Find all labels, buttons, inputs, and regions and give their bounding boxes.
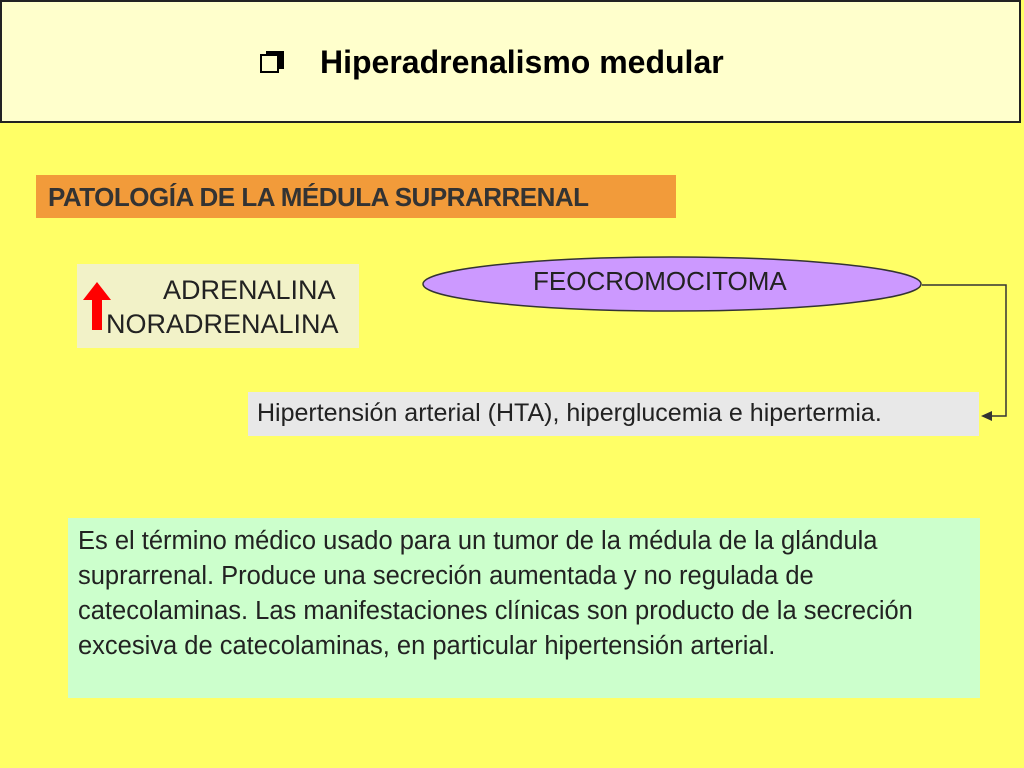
hormone-noradrenalina: NORADRENALINA: [106, 309, 339, 339]
effects-text: Hipertensión arterial (HTA), hiperglucemia e hipertermia.: [257, 399, 882, 427]
page-title: Hiperadrenalismo medular: [320, 44, 724, 80]
section-header-label: PATOLOGÍA DE LA MÉDULA SUPRARRENAL: [48, 182, 589, 212]
description-box: [68, 518, 980, 698]
description-text: Es el término médico usado para un tumor de la médula de la glándula suprarrenal. Produce una secreción aumentada y no regulada de catecolaminas. Las manifestaciones clínicas son producto de la secreción excesiva de catecolaminas, en particular hipertensión arterial.: [78, 527, 913, 660]
effects-box: [248, 392, 979, 436]
hormone-adrenalina: ADRENALINA: [163, 275, 336, 305]
condition-label: FEOCROMOCITOMA: [533, 266, 787, 296]
